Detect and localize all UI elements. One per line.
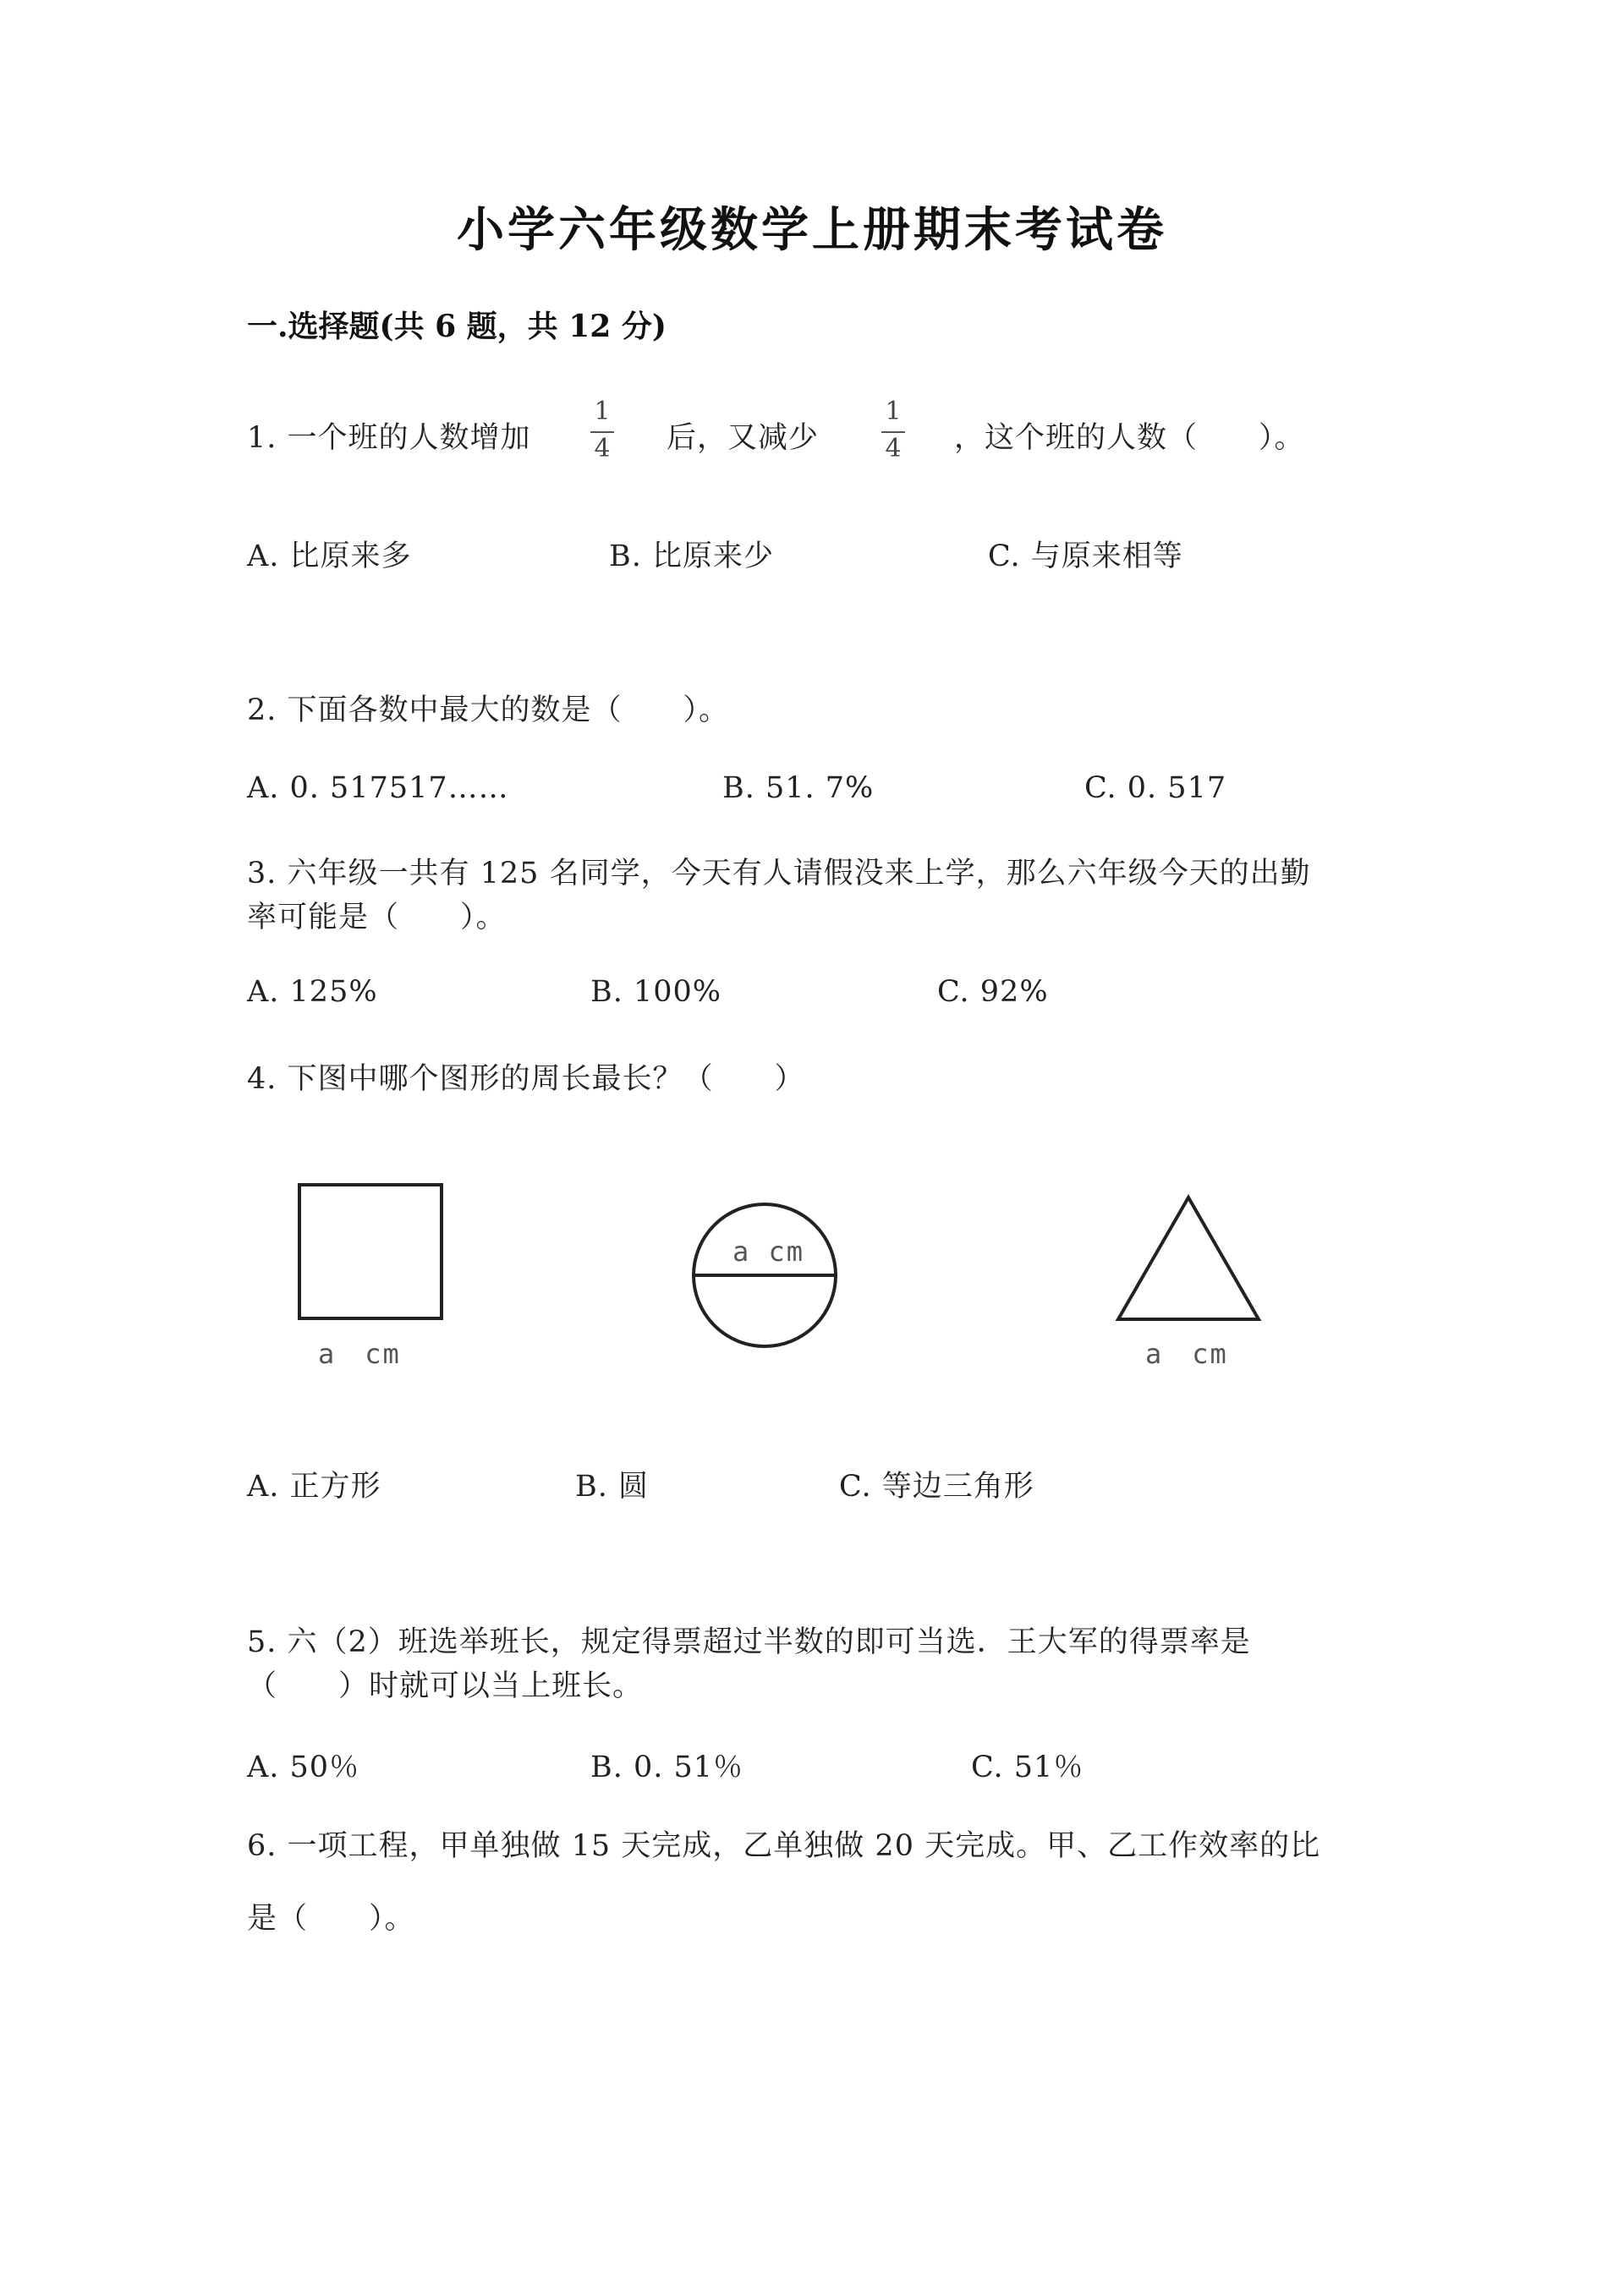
question-4-option-c[interactable]: C. 等边三角形 [839,1470,1034,1504]
question-5-option-c[interactable]: C. 51％ [971,1751,1084,1784]
fraction-denominator: 4 [885,434,902,463]
question-5-text-line2: （ ）时就可以当上班长。 [247,1669,644,1703]
fraction-numerator: 1 [885,397,902,426]
question-1-text-part1: 1. 一个班的人数增加 [247,421,531,455]
question-3-option-b[interactable]: B. 100% [590,975,722,1009]
question-6-text-line1: 6. 一项工程，甲单独做 15 天完成，乙单独做 20 天完成。甲、乙工作效率的比 [247,1829,1321,1863]
question-1-option-b[interactable]: B. 比原来少 [609,540,774,573]
circle-diameter-label: a cm [732,1236,805,1268]
square-side-label: a cm [318,1338,401,1370]
question-3-option-c[interactable]: C. 92% [937,975,1049,1009]
question-2-option-c[interactable]: C. 0. 517 [1084,771,1227,805]
question-2-text: 2. 下面各数中最大的数是（ ）。 [247,693,730,727]
question-3-text-line1: 3. 六年级一共有 125 名同学，今天有人请假没来上学，那么六年级今天的出勤 [247,857,1311,890]
triangle-side-label: a cm [1145,1338,1228,1370]
square-shape [299,1185,442,1318]
question-1-option-c[interactable]: C. 与原来相等 [988,540,1183,573]
question-2-option-b[interactable]: B. 51. 7% [722,771,875,805]
fraction-numerator: 1 [594,397,611,426]
question-1-text-part3: ，这个班的人数（ ）。 [954,421,1305,455]
question-5-option-a[interactable]: A. 50％ [247,1751,360,1784]
question-4-text: 4. 下图中哪个图形的周长最长？（ ） [247,1062,805,1096]
question-1-text-part2: 后，又减少 [667,421,820,455]
question-2-option-a[interactable]: A. 0. 517517…… [247,771,509,805]
question-3-option-a[interactable]: A. 125% [247,975,378,1009]
question-4-option-a[interactable]: A. 正方形 [247,1470,381,1504]
question-4-option-b[interactable]: B. 圆 [575,1470,649,1504]
question-1-option-a[interactable]: A. 比原来多 [247,540,412,573]
question-5-text-line1: 5. 六（2）班选举班长，规定得票超过半数的即可当选．王大军的得票率是 [247,1625,1251,1659]
question-5-option-b[interactable]: B. 0. 51％ [590,1751,744,1784]
question-6-text-line2: 是（ ）。 [247,1902,415,1936]
section-heading: 一.选择题(共 6 题，共 12 分) [247,309,667,344]
fraction-denominator: 4 [594,434,611,463]
page-title: 小学六年级数学上册期末考试卷 [457,202,1167,258]
question-3-text-line2: 率可能是（ ）。 [247,901,507,934]
triangle-shape [1118,1197,1259,1319]
